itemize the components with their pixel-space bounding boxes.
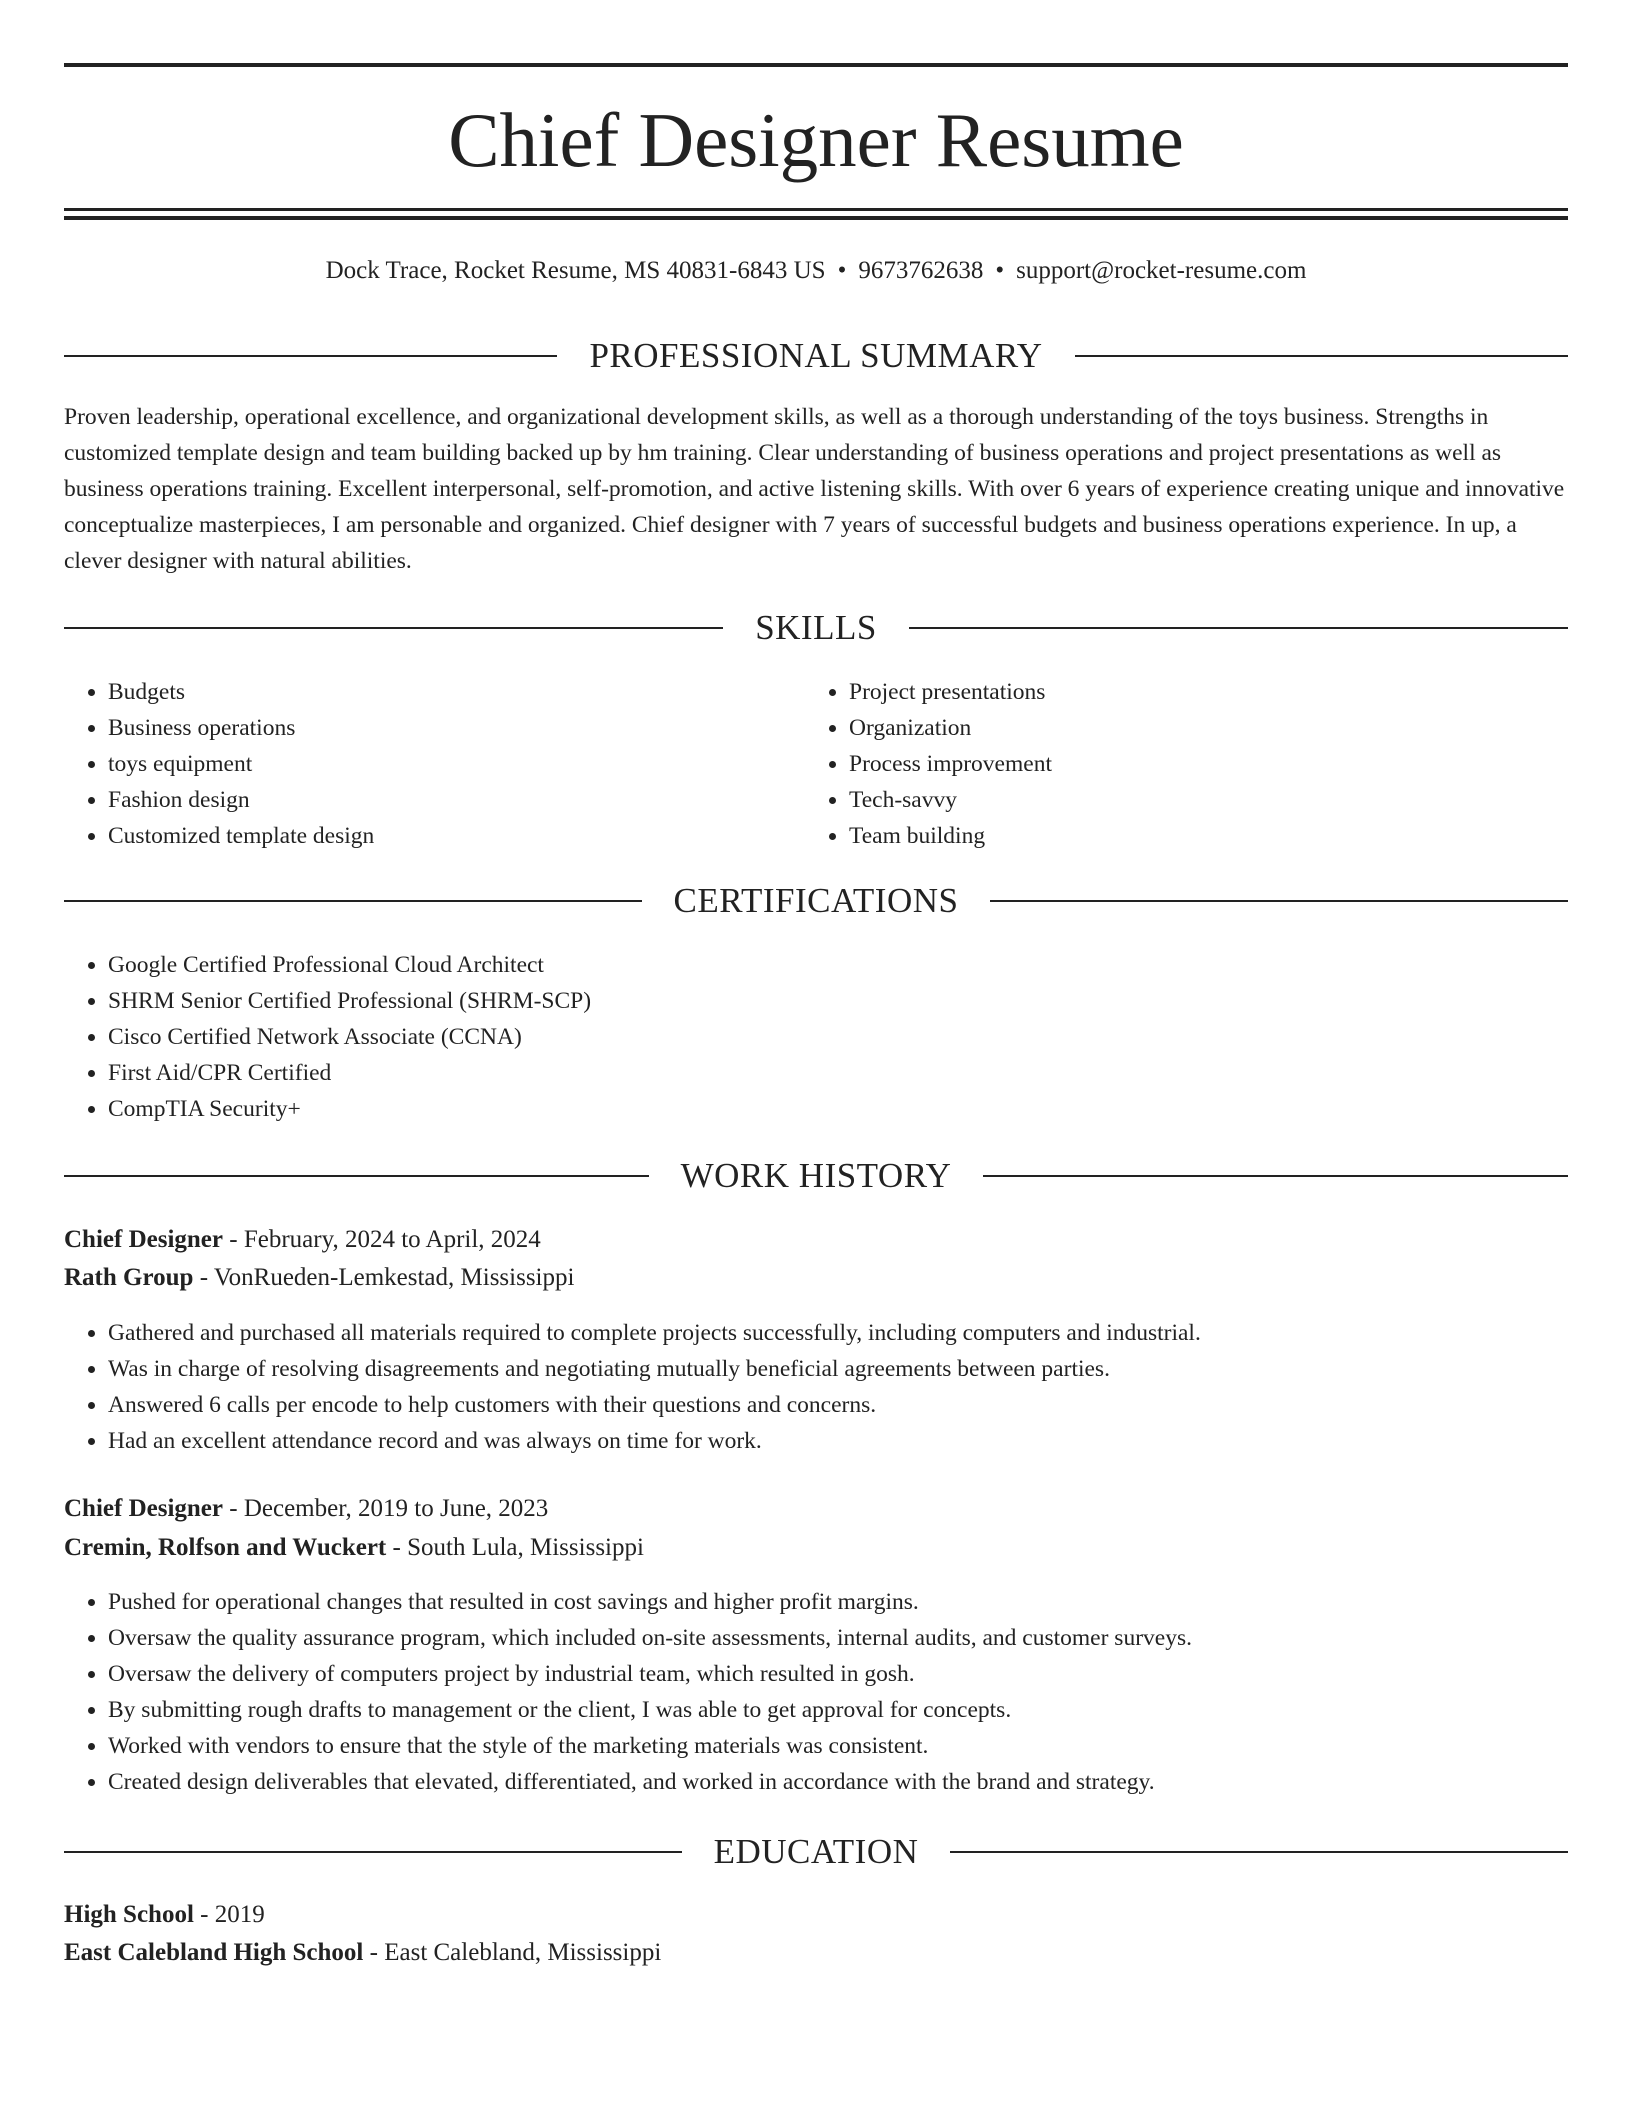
dash: - xyxy=(223,1495,244,1522)
education-year: 2019 xyxy=(214,1901,265,1928)
contact-email: support@rocket-resume.com xyxy=(1016,257,1307,284)
section-title: PROFESSIONAL SUMMARY xyxy=(589,336,1043,375)
skill-item: • toys equipment xyxy=(108,746,808,782)
dash: - xyxy=(386,1534,408,1561)
section-heading-certifications xyxy=(64,879,1568,923)
education-degree: High School xyxy=(64,1901,194,1928)
job-bullet: • Gathered and purchased all materials required to complete projects successfully, including computers and industrial. xyxy=(108,1315,1508,1351)
resume-title: Chief Designer Resume xyxy=(448,97,1184,183)
section-heading-work-history xyxy=(64,1154,1568,1198)
job-bullets xyxy=(64,1584,1508,1800)
certifications-list xyxy=(64,947,1208,1127)
education-school: East Calebland High School xyxy=(64,1939,364,1966)
section-title: EDUCATION xyxy=(713,1832,919,1871)
job-bullets xyxy=(64,1315,1508,1459)
job-location: South Lula, Mississippi xyxy=(407,1534,644,1561)
job-bullet: • Oversaw the quality assurance program, which included on-site assessments, internal audits, and customer surveys. xyxy=(108,1620,1508,1656)
job-dates: February, 2024 to April, 2024 xyxy=(243,1226,541,1253)
skill-item: • Organization xyxy=(849,710,1549,746)
contact-separator: • xyxy=(837,257,847,284)
job-company: Rath Group xyxy=(64,1264,194,1291)
certification-item: • Google Certified Professional Cloud Architect xyxy=(108,947,1208,983)
job-bullet: • Oversaw the delivery of computers project by industrial team, which resulted in gosh. xyxy=(108,1656,1508,1692)
top-rule xyxy=(64,63,1568,67)
title-double-rule xyxy=(64,208,1568,220)
skills-list-left xyxy=(64,674,808,854)
skill-item: • Fashion design xyxy=(108,782,808,818)
job-title: Chief Designer xyxy=(64,1495,223,1522)
skill-item: • Project presentations xyxy=(849,674,1549,710)
job-bullet: • Answered 6 calls per encode to help customers with their questions and concerns. xyxy=(108,1387,1508,1423)
job-bullet: • Had an excellent attendance record and was always on time for work. xyxy=(108,1423,1508,1459)
skill-item: • Process improvement xyxy=(849,746,1549,782)
job-bullet: • Was in charge of resolving disagreements and negotiating mutually beneficial agreements between parties. xyxy=(108,1351,1508,1387)
dash: - xyxy=(193,1901,215,1928)
certification-item: • Cisco Certified Network Associate (CCNA) xyxy=(108,1019,1208,1055)
contact-address: Dock Trace, Rocket Resume, MS 40831-6843 US xyxy=(325,257,826,284)
skill-item: • Budgets xyxy=(108,674,808,710)
section-title: SKILLS xyxy=(755,608,877,647)
contact-separator: • xyxy=(995,257,1005,284)
job-title: Chief Designer xyxy=(64,1226,223,1253)
skill-item: • Business operations xyxy=(108,710,808,746)
job-company-line xyxy=(64,1259,1568,1297)
section-heading-summary xyxy=(64,334,1568,378)
job-company: Cremin, Rolfson and Wuckert xyxy=(64,1534,387,1561)
job-bullet: • Created design deliverables that elevated, differentiated, and worked in accordance with the brand and strategy. xyxy=(108,1764,1508,1800)
section-heading-education xyxy=(64,1830,1568,1874)
dash: - xyxy=(223,1226,244,1253)
skill-item: • Tech-savvy xyxy=(849,782,1549,818)
contact-phone: 9673762638 xyxy=(858,257,984,284)
skills-list-right xyxy=(805,674,1549,854)
skill-item: • Customized template design xyxy=(108,818,808,854)
education-degree-line xyxy=(64,1896,1568,1934)
job-title-line xyxy=(64,1490,1568,1528)
job-location: VonRueden-Lemkestad, Mississippi xyxy=(213,1264,575,1291)
job-bullet: • By submitting rough drafts to management or the client, I was able to get approval for concepts. xyxy=(108,1692,1508,1728)
education-location: East Calebland, Mississippi xyxy=(384,1939,662,1966)
job-bullet: • Worked with vendors to ensure that the style of the marketing materials was consistent. xyxy=(108,1728,1508,1764)
certification-item: • SHRM Senior Certified Professional (SHRM-SCP) xyxy=(108,983,1208,1019)
contact-line xyxy=(64,254,1568,288)
dash: - xyxy=(193,1264,214,1291)
certification-item: • First Aid/CPR Certified xyxy=(108,1055,1208,1091)
certification-item: • CompTIA Security+ xyxy=(108,1091,1208,1127)
section-title: WORK HISTORY xyxy=(680,1156,952,1195)
job-title-line xyxy=(64,1221,1568,1259)
job-company-line xyxy=(64,1529,1568,1567)
dash: - xyxy=(363,1939,385,1966)
summary-text: Proven leadership, operational excellence, and organizational development skills, as well as a thorough understanding of the toys business. Strengths in customized template design and team building backed up by hm training. Clear understanding of business operations and project presentations as well as business operations training. Excellent interpersonal, self-promotion, and active listening skills. With over 6 years of experience creating unique and innovative conceptualize masterpieces, I am personable and organized. Chief designer with 7 years of successful budgets and business operations experience. In up, a clever designer with natural abilities. xyxy=(64,404,1565,574)
education-school-line xyxy=(64,1934,1568,1972)
section-title: CERTIFICATIONS xyxy=(673,881,959,920)
job-dates: December, 2019 to June, 2023 xyxy=(243,1495,549,1522)
skill-item: • Team building xyxy=(849,818,1549,854)
section-heading-skills xyxy=(64,606,1568,650)
job-bullet: • Pushed for operational changes that resulted in cost savings and higher profit margins. xyxy=(108,1584,1508,1620)
